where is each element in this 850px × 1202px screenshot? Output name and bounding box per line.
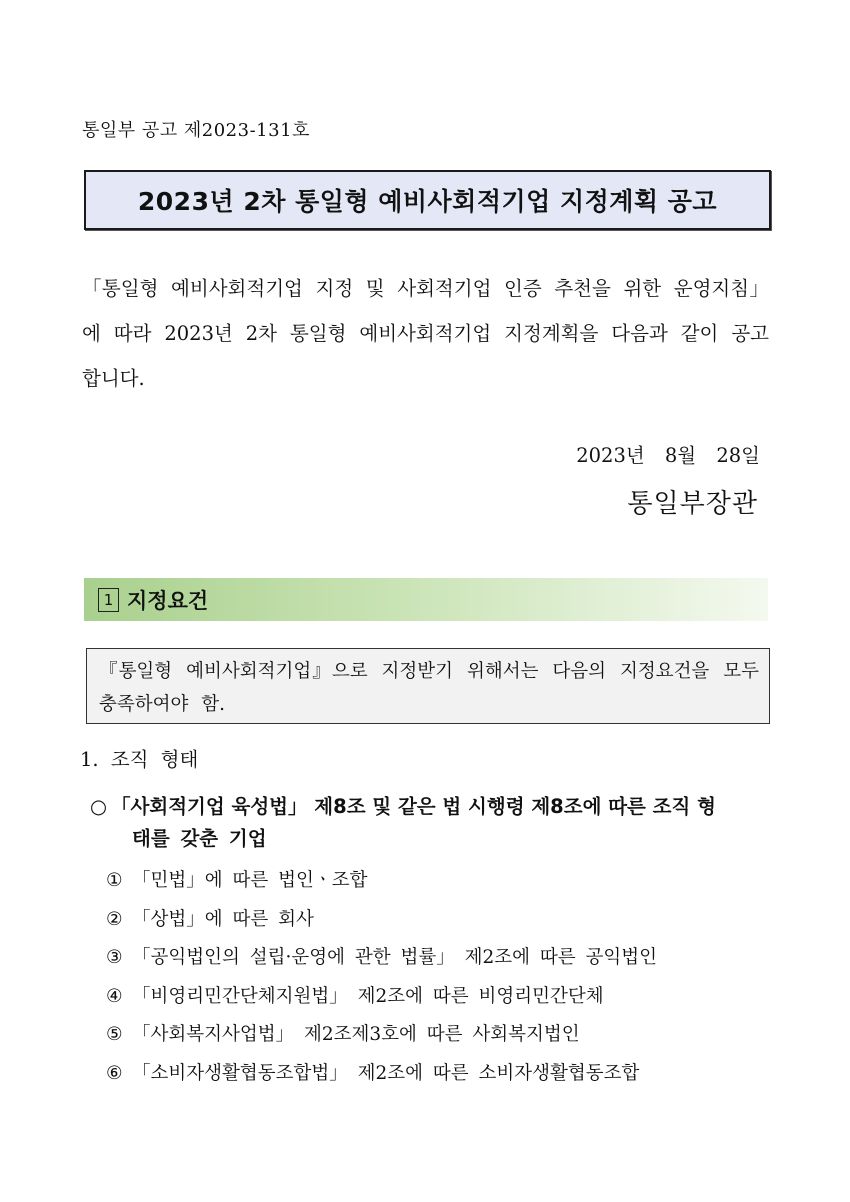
list-item-text: 「사회복지사업법」 제2조제3호에 따른 사회복지법인: [132, 1024, 580, 1045]
bullet-item: [90, 785, 770, 828]
section-number-box: 1: [98, 588, 119, 612]
document-title: 2023년 2차 통일형 예비사회적기업 지정계획 공고: [137, 187, 718, 216]
requirement-summary-box: 『통일형 예비사회적기업』으로 지정받기 위해서는 다음의 지정요건을 모두 충족하여야 함.: [86, 648, 770, 724]
list-item: [106, 943, 657, 982]
list-item: [106, 1020, 657, 1059]
announcement-date: 2023년 8월 28일: [576, 444, 760, 467]
list-number: ③: [106, 947, 123, 968]
list-number: ⑤: [106, 1024, 123, 1045]
list-item-text: 「비영리민간단체지원법」 제2조에 따른 비영리민간단체: [132, 985, 604, 1007]
subsection-heading: 1. 조직 형태: [80, 748, 199, 771]
list-item-text: 「소비자생활협동조합법」 제2조에 따른 소비자생활협동조합: [132, 1062, 640, 1084]
list-number: ④: [106, 985, 123, 1007]
list-item: [106, 982, 657, 1021]
list-number: ⑥: [106, 1062, 123, 1084]
list-number: ②: [106, 908, 123, 930]
list-item: [106, 866, 657, 905]
list-number: ①: [106, 870, 123, 891]
bullet-text-line1: 「사회적기업 육성법」 제8조 및 같은 법 시행령 제8조에 따른 조직 형: [111, 795, 716, 818]
list-item-text: 「민법」에 따른 법인ㆍ조합: [132, 870, 368, 891]
title-box: [84, 170, 771, 230]
section-title: 지정요건: [127, 588, 209, 613]
intro-paragraph: 「통일형 예비사회적기업 지정 및 사회적기업 인증 추천을 위한 운영지침」에 따라 2023년 2차 통일형 예비사회적기업 지정계획을 다음과 같이 공고합니다.: [82, 277, 769, 390]
circle-bullet-icon: ○: [90, 795, 108, 818]
list-item: [106, 1059, 657, 1098]
list-item-text: 「상법」에 따른 회사: [132, 908, 314, 930]
section-header: [84, 578, 768, 621]
list-item-text: 「공익법인의 설립·운영에 관한 법률」 제2조에 따른 공익법인: [132, 947, 657, 968]
issuer-name: 통일부장관: [627, 489, 758, 519]
notice-number: 통일부 공고 제2023-131호: [82, 120, 310, 141]
bullet-text-line2: 태를 갖춘 기업: [132, 827, 267, 850]
organization-type-list: [106, 866, 657, 1097]
list-item: [106, 905, 657, 944]
